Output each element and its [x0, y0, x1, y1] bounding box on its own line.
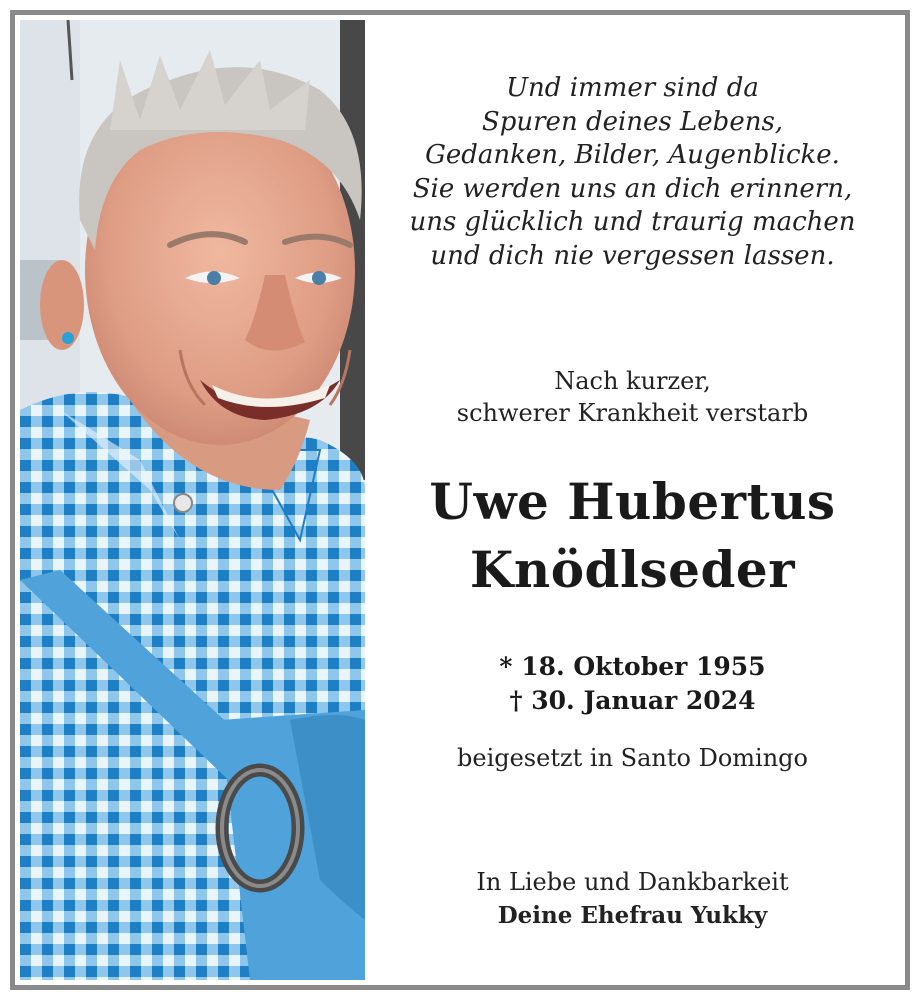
poem-line: uns glücklich und traurig machen [409, 207, 856, 238]
birth-date: * 18. Oktober 1955 [499, 652, 766, 681]
obituary-text [365, 20, 900, 980]
intro-line: schwerer Krankheit verstarb [456, 399, 809, 427]
portrait-illustration [20, 20, 365, 980]
signature: Deine Ehefrau Yukky [497, 902, 768, 929]
poem-line: und dich nie vergessen lassen. [430, 240, 835, 271]
poem-line: Und immer sind da [506, 73, 759, 103]
poem-line: Gedanken, Bilder, Augenblicke. [425, 140, 840, 171]
death-notice-intro [365, 365, 900, 429]
death-date: † 30. Januar 2024 [509, 686, 756, 715]
burial-place: beigesetzt in Santo Domingo [457, 744, 808, 772]
closing-line: In Liebe und Dankbarkeit [476, 868, 789, 896]
memorial-poem [365, 72, 900, 274]
poem-line: Sie werden uns an dich erinnern, [412, 173, 853, 204]
surname: Knödlseder [469, 540, 796, 599]
deceased-name [365, 468, 900, 604]
first-names: Uwe Hubertus [429, 472, 836, 531]
closing-message [365, 866, 900, 932]
poem-line: Spuren deines Lebens, [481, 106, 784, 137]
intro-line: Nach kurzer, [554, 367, 711, 395]
portrait-photo [20, 20, 365, 980]
life-dates [365, 650, 900, 718]
